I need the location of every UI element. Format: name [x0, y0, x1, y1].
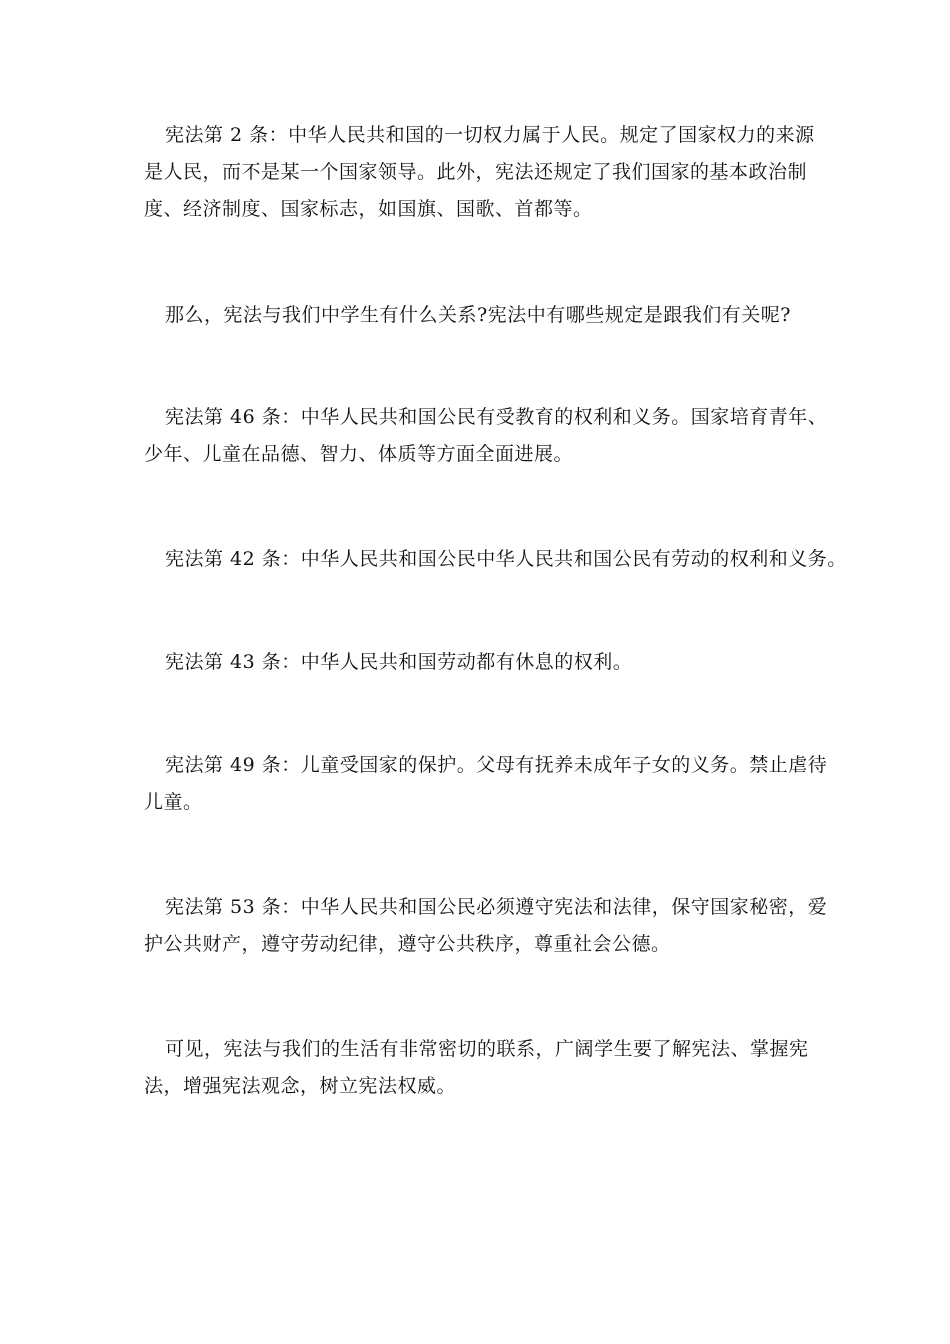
text-line: 宪法第 49 条：儿童受国家的保护。父母有抚养未成年子女的义务。禁止虐待: [165, 754, 828, 776]
text-line: 儿童。: [144, 791, 203, 813]
paragraph-article-42: [144, 541, 847, 578]
text-line: 护公共财产，遵守劳动纪律，遵守公共秩序，尊重社会公德。: [144, 933, 671, 955]
paragraph-article-2: [144, 117, 824, 228]
paragraph-article-43: [144, 644, 824, 681]
text-line: 那么，宪法与我们中学生有什么关系?宪法中有哪些规定是跟我们有关呢?: [165, 304, 791, 326]
text-line: 可见，宪法与我们的生活有非常密切的联系，广阔学生要了解宪法、掌握宪: [165, 1038, 809, 1060]
paragraph-question: [144, 297, 824, 334]
text-line: 宪法第 46 条：中华人民共和国公民有受教育的权利和义务。国家培育青年、: [165, 406, 828, 428]
text-line: 少年、儿童在品德、智力、体质等方面全面进展。: [144, 443, 574, 465]
paragraph-article-49: [144, 747, 828, 821]
text-line: 宪法第 53 条：中华人民共和国公民必须遵守宪法和法律，保守国家秘密，爱: [165, 896, 828, 918]
text-line: 度、经济制度、国家标志，如国旗、国歌、首都等。: [144, 198, 593, 220]
text-line: 是人民，而不是某一个国家领导。此外，宪法还规定了我们国家的基本政治制: [144, 161, 808, 183]
text-line: 宪法第 43 条：中华人民共和国劳动都有休息的权利。: [165, 651, 633, 673]
paragraph-conclusion: [144, 1031, 824, 1105]
paragraph-article-46: [144, 399, 828, 473]
text-line: 宪法第 2 条：中华人民共和国的一切权力属于人民。规定了国家权力的来源: [165, 124, 815, 146]
paragraph-article-53: [144, 889, 828, 963]
text-line: 宪法第 42 条：中华人民共和国公民中华人民共和国公民有劳动的权利和义务。: [165, 548, 847, 570]
text-line: 法，增强宪法观念，树立宪法权威。: [144, 1075, 457, 1097]
